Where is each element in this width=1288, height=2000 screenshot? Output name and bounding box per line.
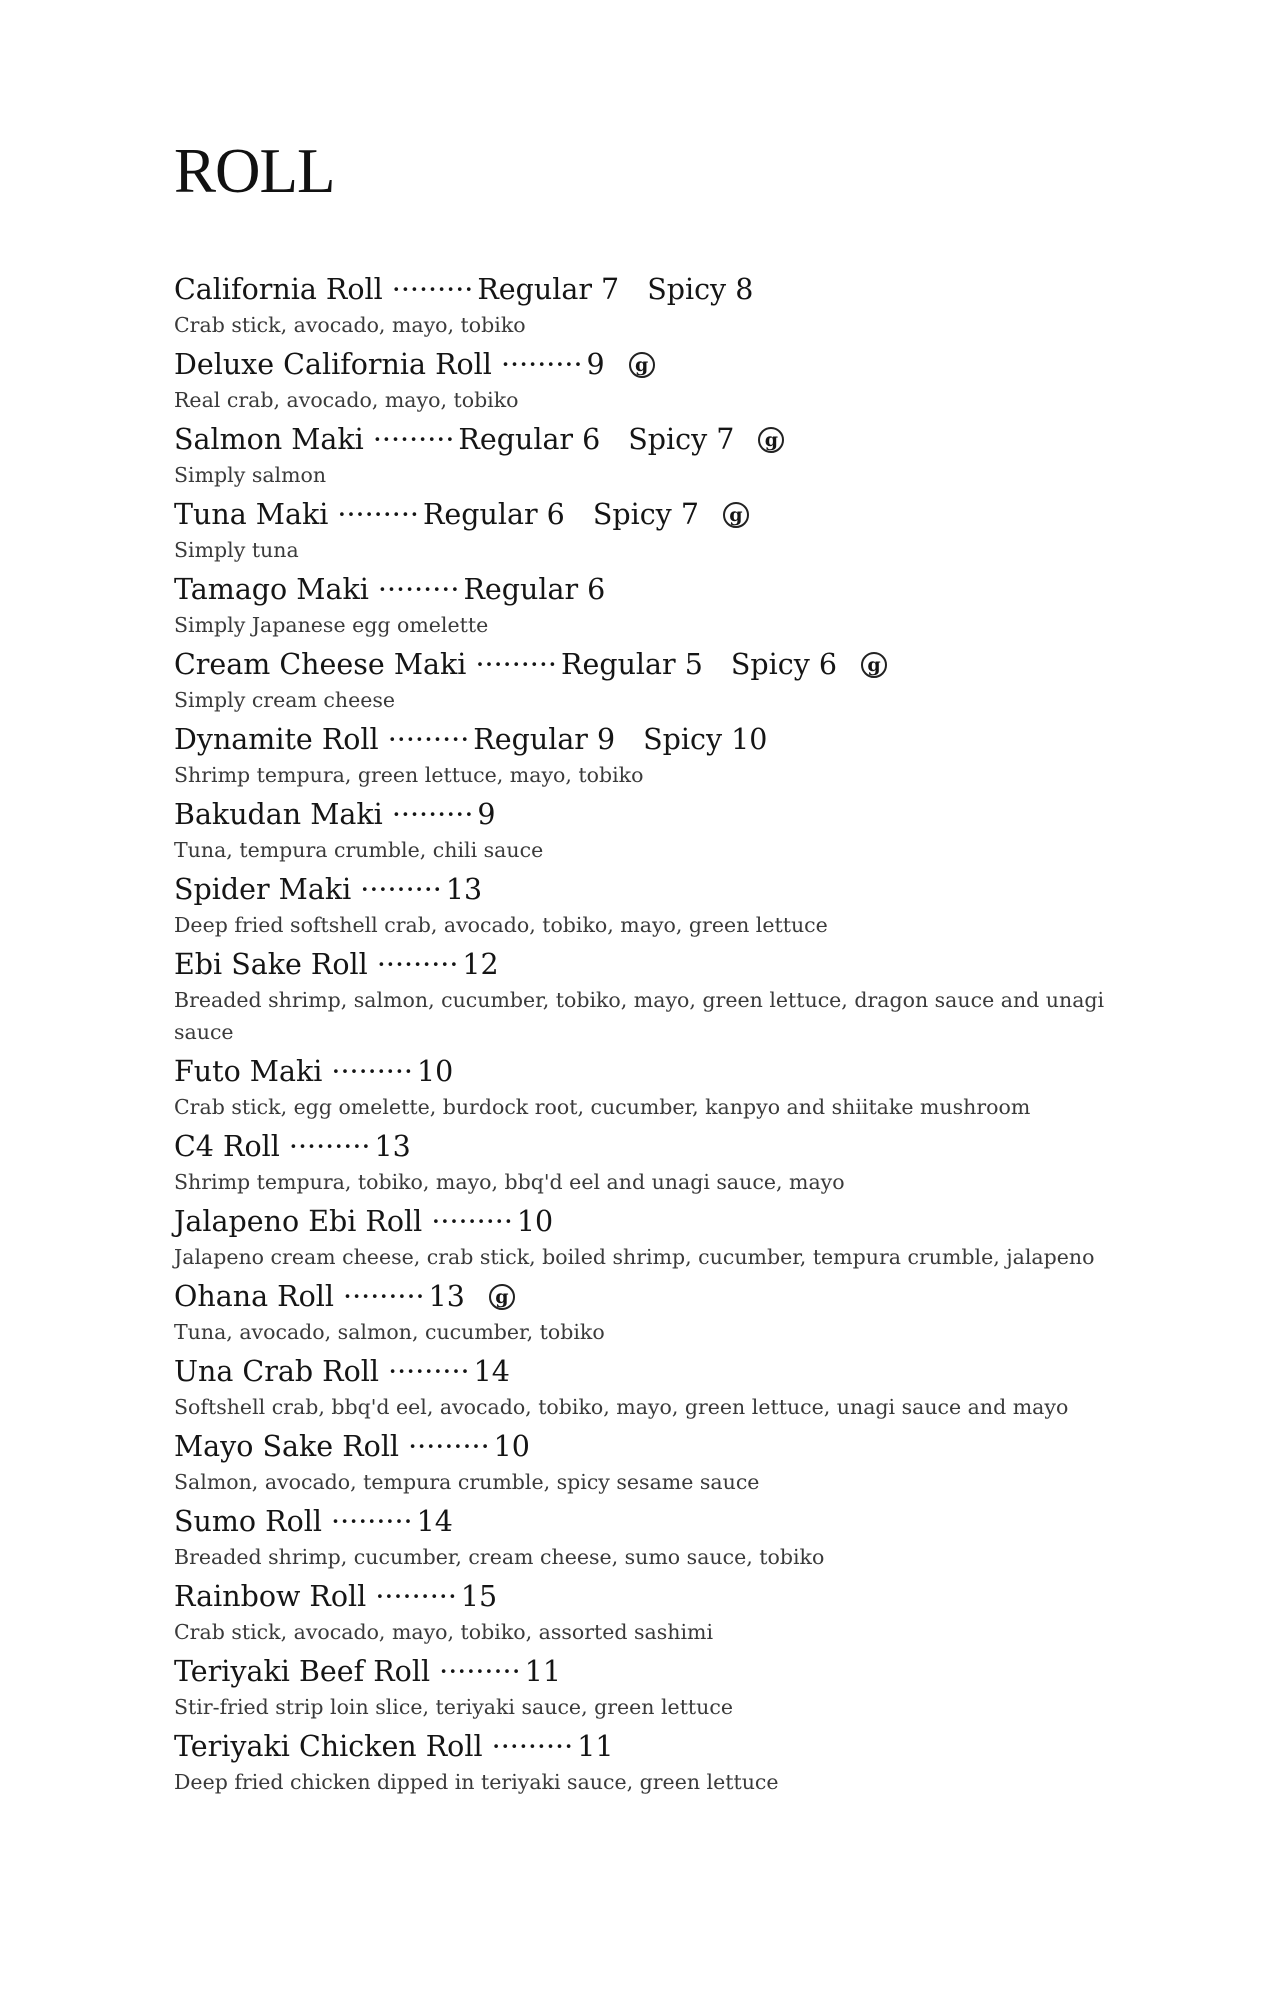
item-description: Shrimp tempura, green lettuce, mayo, tobiko [174,763,644,787]
item-name: Tamago Maki [174,573,369,606]
item-description: Simply salmon [174,463,327,487]
item-description: Simply cream cheese [174,688,396,712]
item-description: Crab stick, egg omelette, burdock root, cucumber, kanpyo and shiitake mushroom [174,1095,1031,1119]
item-description: Crab stick, avocado, mayo, tobiko [174,313,526,337]
item-description: Breaded shrimp, cucumber, cream cheese, sumo sauce, tobiko [174,1545,825,1569]
menu-item-heading [174,1052,1134,1092]
item-description: Tuna, avocado, salmon, cucumber, tobiko [174,1320,605,1344]
menu-item [174,420,1134,491]
menu-item-heading [174,1127,1134,1167]
item-description: Breaded shrimp, salmon, cucumber, tobiko, mayo, green lettuce, dragon sauce and unagi sauce [174,988,1105,1044]
item-price: 9 [586,348,605,381]
item-price: Regular 7 [477,273,620,306]
item-spicy-price: Spicy 10 [643,723,768,756]
item-description: Real crab, avocado, mayo, tobiko [174,388,519,412]
dot-leader: ········· [491,1730,574,1763]
menu-item [174,945,1134,1048]
item-name: Teriyaki Beef Roll [174,1655,431,1688]
item-name: Teriyaki Chicken Roll [174,1730,483,1763]
item-price: 13 [374,1130,411,1163]
menu-item-heading [174,1352,1134,1392]
dot-leader: ········· [343,1280,425,1313]
item-description: Deep fried chicken dipped in teriyaki sauce, green lettuce [174,1770,779,1794]
gluten-free-icon: g [489,1284,515,1310]
menu-item-heading [174,1427,1134,1467]
item-description: Simply tuna [174,538,299,562]
menu-item-heading [174,570,1134,610]
item-name: Sumo Roll [174,1505,322,1538]
dot-leader: ········· [391,273,474,306]
menu-item-heading [174,1202,1134,1242]
item-price: 14 [473,1355,510,1388]
gluten-free-icon: g [861,652,887,678]
item-name: Spider Maki [174,873,352,906]
menu-item [174,795,1134,866]
item-price: Regular 5 [561,648,703,681]
item-name: Cream Cheese Maki [174,648,467,681]
menu-item [174,1577,1134,1648]
dot-leader: ········· [331,1055,413,1088]
item-price: 12 [462,948,499,981]
menu-list [174,270,1134,1798]
dot-leader: ········· [372,423,455,456]
item-name: Dynamite Roll [174,723,379,756]
item-name: Rainbow Roll [174,1580,367,1613]
menu-item-heading [174,420,1134,460]
menu-item [174,1352,1134,1423]
menu-item [174,495,1134,566]
menu-item [174,1052,1134,1123]
menu-item-heading [174,1652,1134,1692]
page-title: ROLL [174,136,335,206]
gluten-free-icon: g [629,352,655,378]
menu-item [174,1427,1134,1498]
item-price: 11 [524,1655,561,1688]
menu-item [174,1727,1134,1798]
item-price: 10 [516,1205,554,1238]
item-name: Salmon Maki [174,423,364,456]
item-description: Crab stick, avocado, mayo, tobiko, assorted sashimi [174,1620,714,1644]
menu-item [174,870,1134,941]
dot-leader: ········· [288,1130,371,1163]
menu-item-heading [174,720,1134,760]
item-price: 13 [428,1280,465,1313]
dot-leader: ········· [337,498,419,531]
item-description: Stir-fried strip loin slice, teriyaki sauce, green lettuce [174,1695,733,1719]
item-price: Regular 6 [422,498,565,531]
menu-item [174,1127,1134,1198]
item-spicy-price: Spicy 6 [730,648,837,681]
item-description: Jalapeno cream cheese, crab stick, boiled shrimp, cucumber, tempura crumble, jalapeno [174,1245,1095,1269]
item-description: Simply Japanese egg omelette [174,613,489,637]
dot-leader: ········· [391,798,474,831]
dot-leader: ········· [377,573,460,606]
menu-item [174,570,1134,641]
item-description: Softshell crab, bbq'd eel, avocado, tobiko, mayo, green lettuce, unagi sauce and mayo [174,1395,1069,1419]
item-price: 10 [416,1055,454,1088]
menu-item-heading [174,1727,1134,1767]
menu-item [174,1277,1134,1348]
dot-leader: ········· [388,1355,470,1388]
item-price: 10 [493,1430,530,1463]
item-name: Bakudan Maki [174,798,383,831]
menu-item [174,345,1134,416]
menu-item [174,1502,1134,1573]
dot-leader: ········· [387,723,470,756]
dot-leader: ········· [331,1505,413,1538]
gluten-free-icon: g [723,502,749,528]
dot-leader: ········· [360,873,442,906]
item-price: 14 [416,1505,453,1538]
item-spicy-price: Spicy 8 [647,273,754,306]
menu-page [174,136,1134,1802]
menu-item-heading [174,945,1134,985]
menu-item-heading [174,345,1134,385]
item-price: 11 [577,1730,614,1763]
menu-item [174,645,1134,716]
item-name: Tuna Maki [174,498,329,531]
dot-leader: ········· [431,1205,513,1238]
item-price: Regular 9 [473,723,616,756]
menu-item-heading [174,645,1134,685]
item-spicy-price: Spicy 7 [592,498,699,531]
menu-item [174,720,1134,791]
menu-item-heading [174,1502,1134,1542]
item-description: Salmon, avocado, tempura crumble, spicy sesame sauce [174,1470,760,1494]
item-name: Jalapeno Ebi Roll [174,1205,423,1238]
item-price: Regular 6 [463,573,606,606]
menu-item-heading [174,495,1134,535]
item-price: 13 [445,873,483,906]
dot-leader: ········· [500,348,583,381]
item-description: Deep fried softshell crab, avocado, tobiko, mayo, green lettuce [174,913,828,937]
menu-item [174,1202,1134,1273]
item-name: Deluxe California Roll [174,348,492,381]
item-name: Una Crab Roll [174,1355,379,1388]
menu-item-heading [174,795,1134,835]
item-name: Mayo Sake Roll [174,1430,400,1463]
menu-item [174,1652,1134,1723]
item-name: C4 Roll [174,1130,280,1163]
item-spicy-price: Spicy 7 [628,423,735,456]
menu-item [174,270,1134,341]
dot-leader: ········· [375,1580,457,1613]
item-description: Shrimp tempura, tobiko, mayo, bbq'd eel and unagi sauce, mayo [174,1170,845,1194]
item-price: Regular 6 [458,423,601,456]
item-name: California Roll [174,273,383,306]
menu-item-heading [174,1577,1134,1617]
item-description: Tuna, tempura crumble, chili sauce [174,838,544,862]
menu-item-heading [174,870,1134,910]
item-price: 9 [477,798,496,831]
item-price: 15 [460,1580,498,1613]
item-name: Ebi Sake Roll [174,948,368,981]
dot-leader: ········· [408,1430,490,1463]
menu-item-heading [174,270,1134,310]
item-name: Ohana Roll [174,1280,334,1313]
dot-leader: ········· [376,948,459,981]
menu-item-heading [174,1277,1134,1317]
item-name: Futo Maki [174,1055,323,1088]
dot-leader: ········· [475,648,557,681]
dot-leader: ········· [439,1655,521,1688]
gluten-free-icon: g [758,427,784,453]
